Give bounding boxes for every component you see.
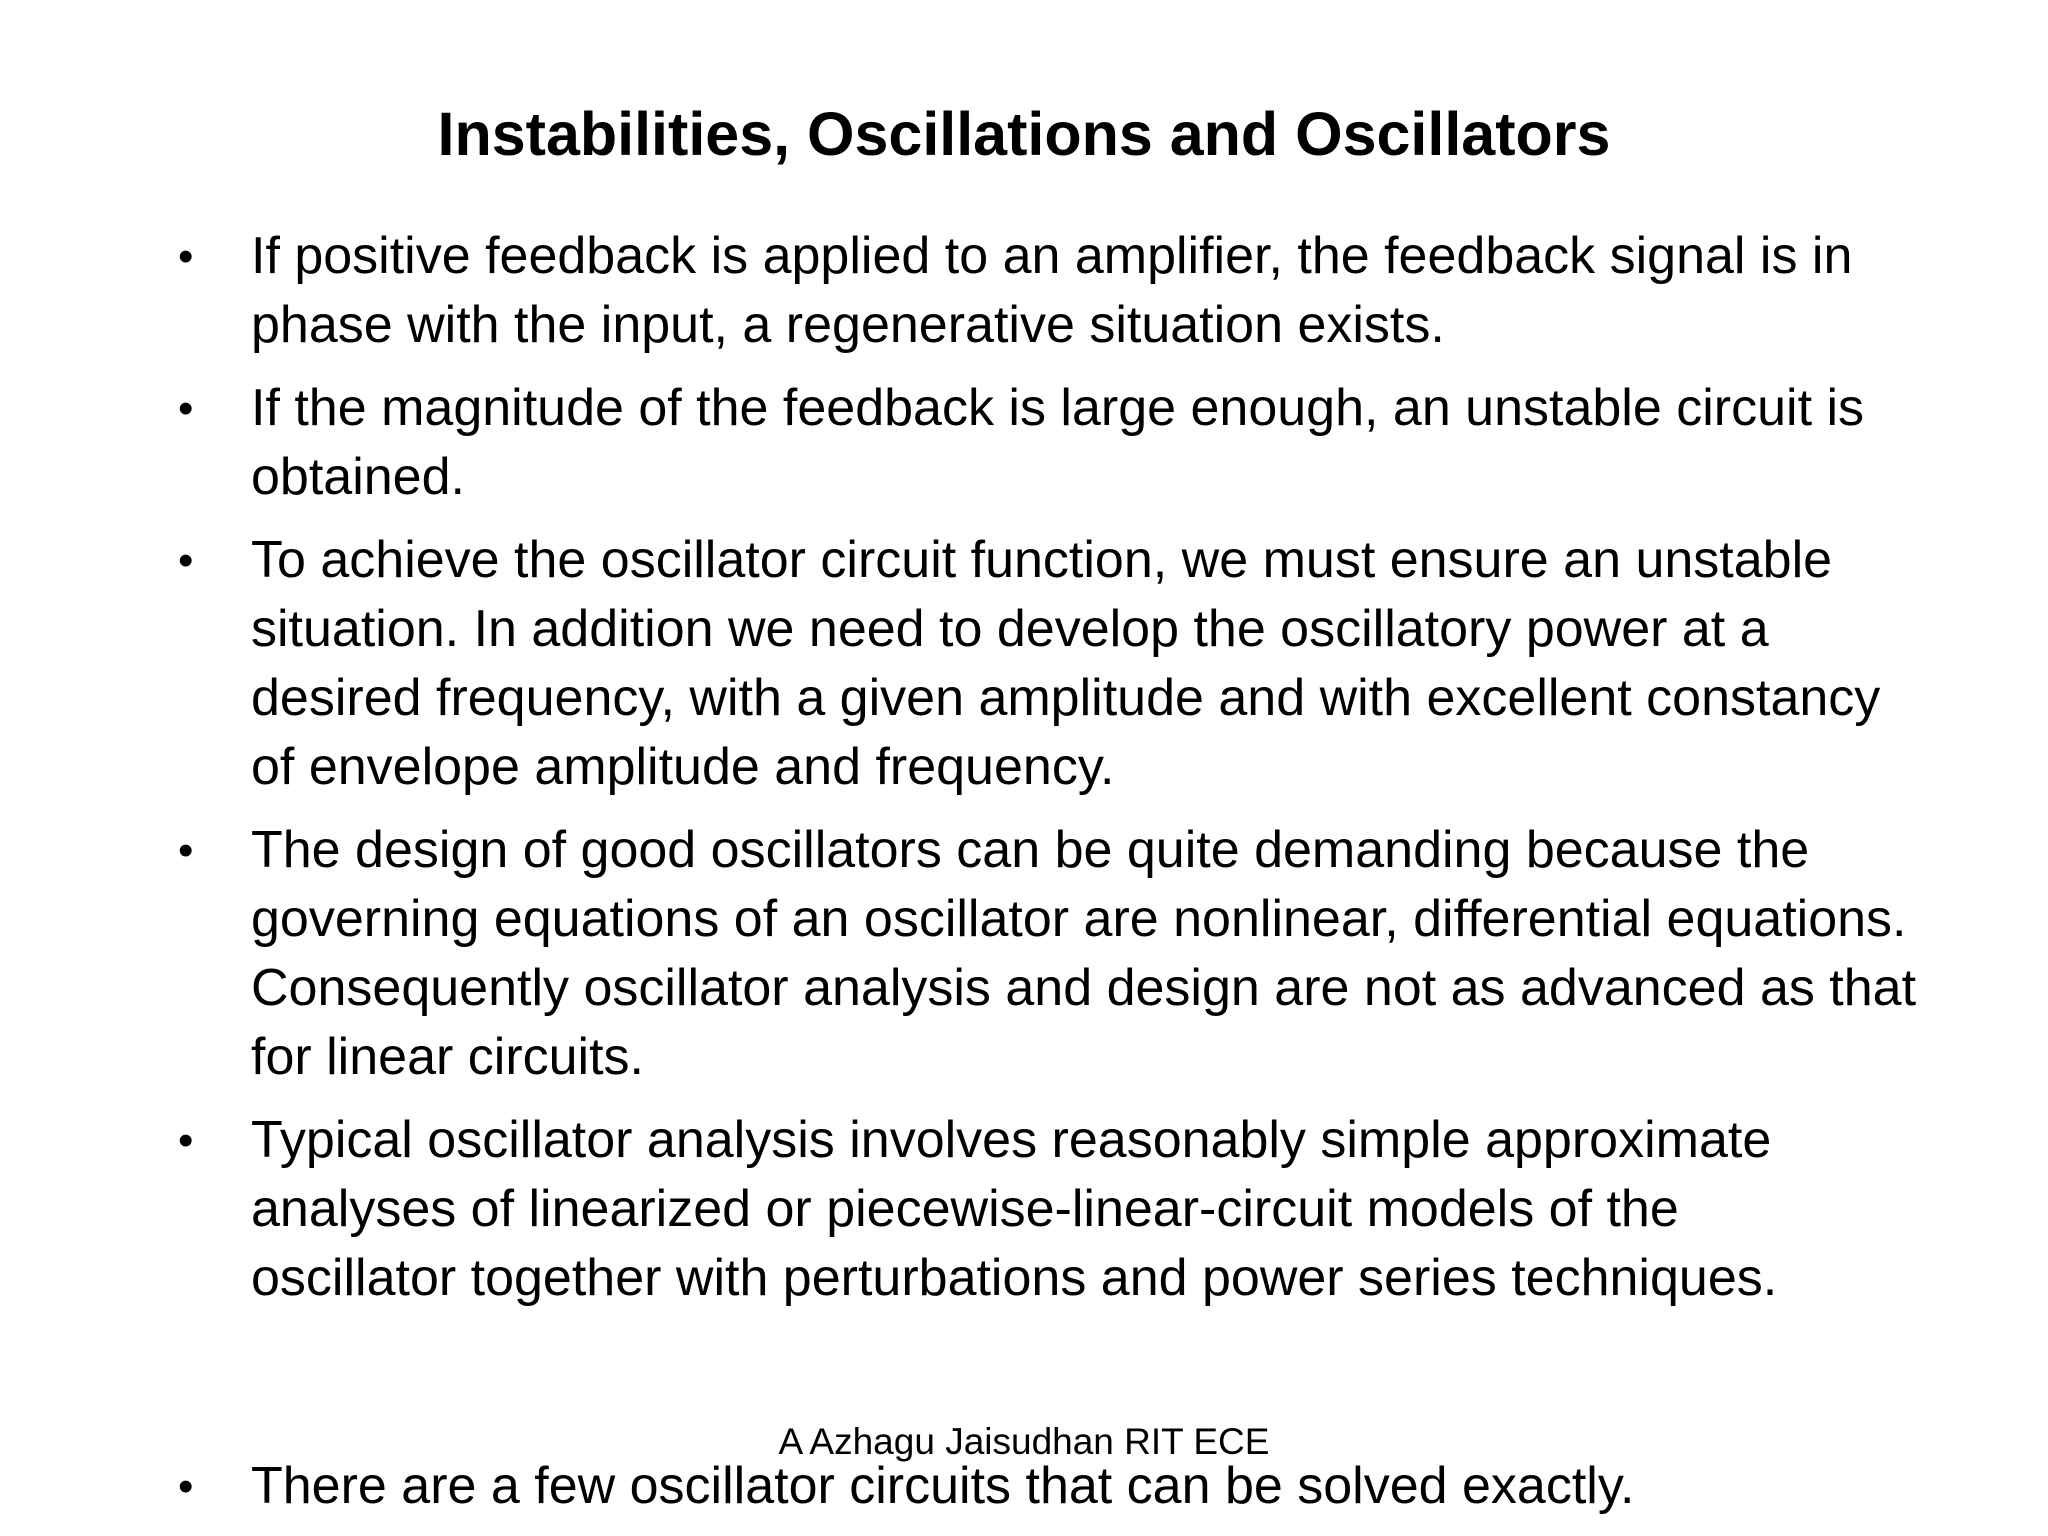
bullet-item: [0, 374, 2048, 512]
bullet-item: [0, 816, 2048, 1092]
bullet-icon: •: [178, 384, 194, 433]
bullet-item: [0, 526, 2048, 802]
bullet-text: Typical oscillator analysis involves reasonably simple approximate analyses of linearized or piecewise-linear-circuit models of the oscillator together with perturbations and power series techniques.: [251, 1111, 1778, 1307]
bullet-text: There are a few oscillator circuits that can be solved exactly.: [251, 1457, 1635, 1515]
bullet-item: [0, 1106, 2048, 1313]
bullet-icon: •: [178, 826, 194, 875]
bullet-icon: •: [178, 1462, 194, 1511]
bullet-icon: •: [178, 536, 194, 585]
slide-title: Instabilities, Oscillations and Oscillators: [437, 100, 1611, 168]
bullet-text: To achieve the oscillator circuit function, we must ensure an unstable situation. In addition we need to develop the oscillatory power at a desired frequency, with a given amplitude and with excellent constancy of envelope amplitude and frequency.: [251, 531, 1881, 796]
bullet-text: If positive feedback is applied to an amplifier, the feedback signal is in phase with the input, a regenerative situation exists.: [251, 227, 1853, 354]
slide-footer: A Azhagu Jaisudhan RIT ECE: [778, 1421, 1270, 1462]
bullet-item: [0, 1452, 2048, 1521]
bullet-text: The design of good oscillators can be quite demanding because the governing equations of an oscillator are nonlinear, differential equations. Consequently oscillator analysis and design are not as advanced as that for linear circuits.: [251, 821, 1917, 1086]
bullet-text: If the magnitude of the feedback is large enough, an unstable circuit is obtained.: [251, 379, 1865, 506]
bullet-icon: •: [178, 1116, 194, 1165]
bullet-list: [0, 222, 2048, 1327]
bullet-icon: •: [178, 232, 194, 281]
bullet-item: [0, 222, 2048, 360]
